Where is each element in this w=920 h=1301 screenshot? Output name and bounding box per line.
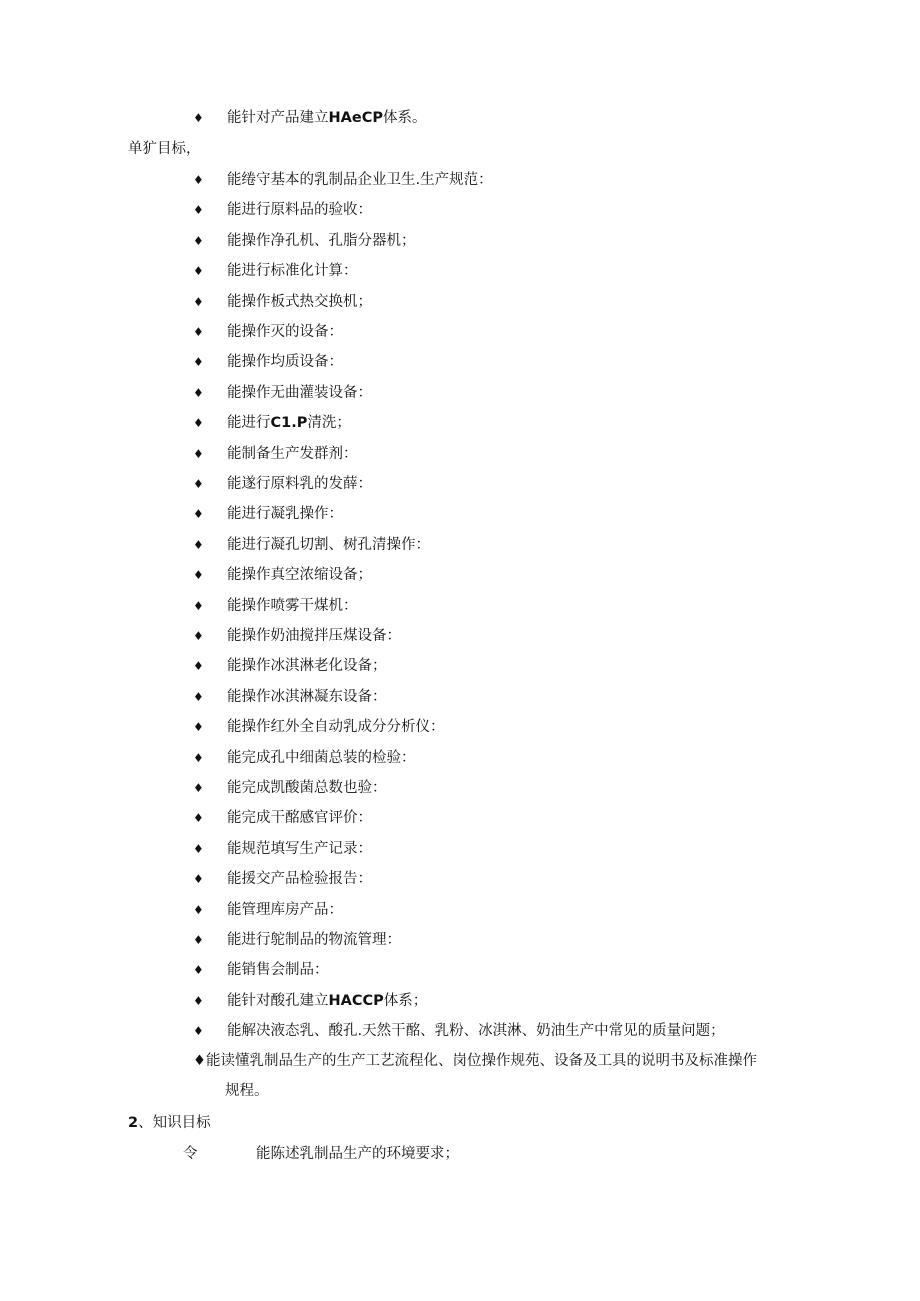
diamond-bullet-icon: ♦ [193,416,204,430]
list-item-text: 能操作灭的设备： [227,324,343,340]
diamond-bullet-icon: ♦ [193,903,204,917]
diamond-bullet-icon: ♦ [193,1024,204,1038]
diamond-bullet-icon: ♦ [193,781,204,795]
diamond-bullet-icon: ♦ [193,203,204,217]
list-item-text-end: 体系； [383,993,428,1009]
diamond-bullet-icon: ♦ [193,629,204,643]
list-item-long [193,1051,757,1071]
list-item-text: 规程。 [225,1083,269,1099]
section-heading: 单犷目标， [128,141,201,157]
diamond-bullet-icon: ♦ [193,234,204,248]
list-item-text: 能援交产品检验报告： [227,871,372,887]
list-item-text: 能进行 [227,415,271,431]
list-item-text: 能完成孔中细菌总装的检验： [227,750,416,766]
list-item-text: 能操作无曲灌装设备： [227,385,372,401]
list-item-text: 能操作喷雾干煤机： [227,598,358,614]
diamond-bullet-icon: ♦ [193,690,204,704]
list-item-text: 能针对酸孔建立 [227,993,329,1009]
list-item-text: 能销售会制品： [227,962,329,978]
list-item-text: 能完成干酩感官评价： [227,810,372,826]
list-item-text: 能操作奶油搅拌压煤设备： [227,628,401,644]
diamond-bullet-icon: ♦ [193,538,204,552]
diamond-bullet-icon: ♦ [193,447,204,461]
list-item-text: 能管理库房产品： [227,902,343,918]
section-number: 2 [128,1115,139,1131]
list-item-text: 能完成凯酸菌总数也验： [227,780,387,796]
list-item-bold-text: HAeCP [328,110,383,126]
diamond-bullet-icon: ♦ [193,355,204,369]
diamond-bullet-icon: ♦ [193,599,204,613]
list-item-text: 能陈述乳制品生产的环境要求； [256,1146,459,1162]
list-item-text-end: 体系。 [382,110,427,126]
diamond-bullet-icon: ♦ [193,872,204,886]
diamond-bullet-icon: ♦ [193,507,204,521]
diamond-bullet-icon: ♦ [193,963,204,977]
list-item-text: 能操作冰淇淋凝东设备： [227,689,387,705]
list-item-text: 能操作真空浓缩设备； [227,567,372,583]
section-title: 、知识目标 [138,1115,211,1131]
diamond-bullet-icon: ♦ [193,477,204,491]
list-item-text: 能操作红外全自动乳成分分析仪： [227,719,445,735]
diamond-bullet-icon: ♦ [193,994,204,1008]
diamond-bullet-icon: ♦ [193,933,204,947]
list-item-text: 能进行标准化计算： [227,263,358,279]
list-item-text: 能操作净孔机、孔脂分器机； [227,233,416,249]
diamond-bullet-icon: ♦ [193,111,204,125]
list-item-text: 能针对产品建立 [227,110,329,126]
diamond-bullet-icon: ♦ [193,659,204,673]
list-item-long-continuation [225,1081,269,1101]
diamond-bullet-icon: ♦ [193,386,204,400]
list-item-text: 能操作均质设备： [227,354,343,370]
diamond-bullet-icon: ♦ [193,842,204,856]
diamond-bullet-icon: ♦ [193,720,204,734]
list-item-bold-text: HACCP [328,993,384,1009]
list-item-text: 能解决液态乳、酸孔.天然干酩、乳粉、冰淇淋、奶油生产中常见的质量问题； [227,1023,725,1039]
list-item-text: 能进行鸵制品的物流管理： [227,932,401,948]
list-item-bold-text: C1.P [270,415,308,431]
list-item-text: ♦能读懂乳制品生产的生产工艺流程化、岗位操作规苑、设备及工具的说明书及标准操作 [193,1053,757,1069]
list-item-text: 能绻守基本的乳制品企业卫生.生产规范： [227,172,493,188]
list-item-text: 能操作冰淇淋老化设备； [227,658,387,674]
list-item-text-end: 清洗； [307,415,351,431]
list-item-text: 能进行凝孔切割、树孔清操作： [227,537,430,553]
diamond-bullet-icon: ♦ [193,173,204,187]
diamond-bullet-icon: ♦ [193,264,204,278]
diamond-bullet-icon: ♦ [193,568,204,582]
diamond-bullet-icon: ♦ [193,751,204,765]
list-item-text: 能遂行原料乳的发薛： [227,476,372,492]
diamond-bullet-icon: ♦ [193,325,204,339]
list-item-text: 能规范填写生产记录： [227,841,372,857]
list-item-text: 能操作板式热交换机； [227,294,372,310]
diamond-bullet-icon: ♦ [193,295,204,309]
section-heading-knowledge [128,1113,211,1133]
list-item-text: 能进行凝乳操作： [227,506,343,522]
list-item-text: 能制备生产发群剂： [227,446,358,462]
bullet-symbol: 令 [183,1146,198,1162]
list-item-text: 能进行原料品的验收： [227,202,372,218]
diamond-bullet-icon: ♦ [193,811,204,825]
